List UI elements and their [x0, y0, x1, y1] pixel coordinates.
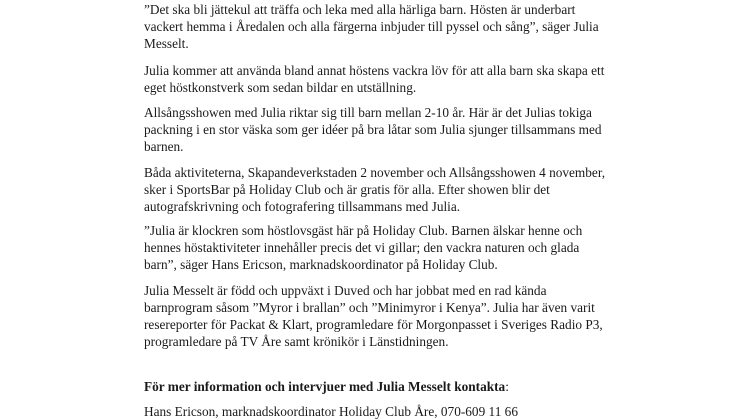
quote-paragraph-hans: ”Julia är klockren som höstlovsgäst här på Holiday Club. Barnen älskar henne och hennes höstaktiviteter innehåller precis det vi gillar; den vackra naturen och glada barn”, säger Hans Ericson, marknadskoordinator på Holiday Club. — [144, 223, 583, 272]
quote-paragraph-julia: ”Det ska bli jättekul att träffa och leka med alla härliga barn. Hösten är underbart vackert hemma i Åredalen och alla färgerna inbjuder till pyssel och sång”, säger Julia Messelt. — [144, 2, 599, 51]
paragraph-activities-dates: Båda aktiviteterna, Skapandeverkstaden 2 november och Allsångsshowen 4 november, sker i SportsBar på Holiday Club och är gratis för alla. Efter showen blir det autografskrivning och fotografering tillsammans med Julia. — [144, 165, 606, 214]
contact-heading-colon: : — [505, 379, 509, 394]
contact-person-line: Hans Ericson, marknadskoordinator Holiday Club Åre, 070-609 11 66 — [144, 404, 518, 419]
paragraph-julia-bio: Julia Messelt är född och uppväxt i Duved och har jobbat med en rad kända barnprogram såsom ”Myror i brallan” och ”Minimyror i Kenya”. Julia har även varit resereporter för Packat & Klart, programledare för Morgonpasset i Sveriges Radio P3, programledare på TV Åre samt krönikör i Länstidningen. — [144, 283, 603, 349]
contact-heading — [144, 378, 509, 395]
contact-heading-bold: För mer information och intervjuer med Julia Messelt kontakta — [144, 379, 506, 394]
paragraph-singalong-show: Allsångsshowen med Julia riktar sig till barn mellan 2-10 år. Här är det Julias tokiga packning i en stor väska som ger idéer på bra låtar som Julia sjunger tillsammans med barnen. — [144, 105, 602, 154]
paragraph-autumn-leaves: Julia kommer att använda bland annat höstens vackra löv för att alla barn ska skapa ett eget höstkonstverk som sedan bildar en utställning. — [144, 63, 605, 95]
